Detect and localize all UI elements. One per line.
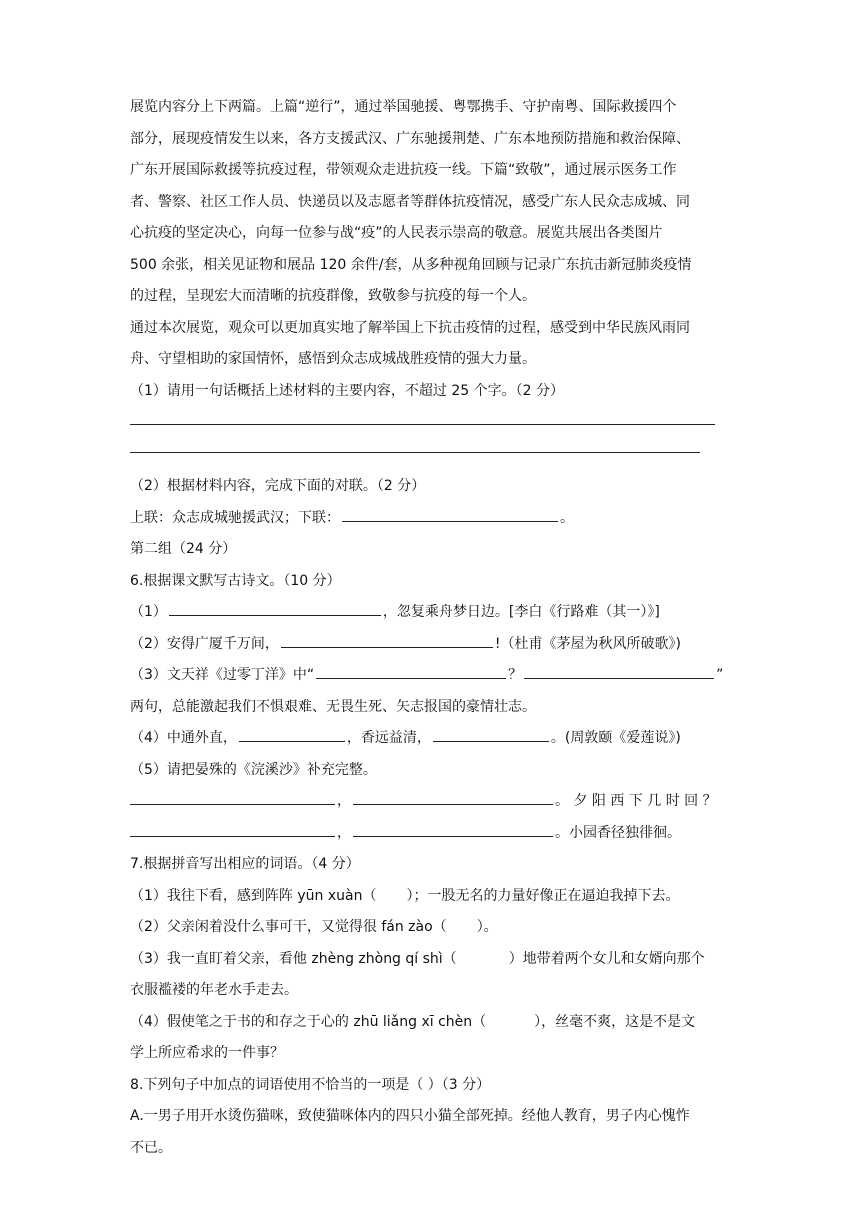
q7-sub2-prefix: （2）父亲闲着没什么事可干，又觉得很 fán zào（	[130, 919, 447, 935]
q8-option-a-cont: 不已。	[130, 1139, 172, 1156]
q6-sub5-line1	[130, 786, 728, 818]
q6-sub3-mid: ？	[508, 667, 523, 683]
material-line: 部分，展现疫情发生以来，各方支援武汉、广东驰援荆楚、广东本地预防措施和救治保障、	[130, 130, 690, 147]
q6-sub3-blank-1[interactable]	[316, 664, 506, 679]
group-heading: 第二组（24 分）	[130, 541, 237, 557]
q8-option-a: A.一男子用开水烫伤猫咪，致使猫咪体内的四只小猫全部死掉。经他人教育，男子内心愧怍	[130, 1108, 690, 1124]
q6-sub1-suffix: ，忽复乘舟梦日边。[李白《行路难（其一）》]	[382, 604, 660, 620]
q7-title: 7.根据拼音写出相应的词语。（4 分）	[130, 856, 360, 872]
q6-sub1	[130, 597, 728, 629]
q6-sub5-line2-suffix: 。小园香径独徘徊。	[555, 824, 681, 841]
material-line: 舟、守望相助的家国情怀，感悟到众志成城战胜疫情的强大力量。	[130, 351, 536, 367]
q6-sub4	[130, 723, 728, 755]
answer-line[interactable]	[130, 409, 715, 425]
q6-sub4-mid: ，香远益清，	[346, 730, 431, 746]
q7-sub2	[130, 912, 728, 944]
q6-sub5-blank-3[interactable]	[130, 822, 335, 837]
material-line: 心抗疫的坚定决心，向每一位参与战“疫”的人民表示崇高的敬意。展览共展出各类图片	[130, 225, 663, 241]
q6-sub3-suffix: ”	[716, 667, 724, 683]
answer-line[interactable]	[130, 437, 700, 453]
q5-sub1-prompt: （1）请用一句话概括上述材料的主要内容，不超过 25 个字。（2 分）	[130, 382, 564, 399]
material-line: 广东开展国际救援等抗疫过程，带领观众走进抗疫一线。下篇“致敬”，通过展示医务工作	[130, 162, 677, 178]
q6-sub2-prefix: （2）安得广厦千万间，	[130, 635, 279, 652]
material-line: 通过本次展览，观众可以更加真实地了解举国上下抗击疫情的过程，感受到中华民族风雨同	[130, 319, 690, 336]
q6-sub5: （5）请把晏殊的《浣溪沙》补充完整。	[130, 761, 377, 778]
q6-sub2-suffix: !（杜甫《茅屋为秋风所破歌》)	[494, 635, 681, 652]
q6-sub5-blank-2[interactable]	[353, 790, 553, 805]
q7-sub4-cont: 学上所应希求的一件事？	[130, 1045, 284, 1061]
q6-sub3-blank-2[interactable]	[524, 664, 714, 679]
q6-sub3-prefix: （3）文天祥《过零丁洋》中“	[130, 667, 315, 683]
q6-sub4-blank-2[interactable]	[433, 727, 549, 742]
q7-sub4-prefix: （4）假使笔之于书的和存之于心的 zhū liǎng xī chèn（	[130, 1013, 487, 1030]
q7-sub1-suffix: ）；一股无名的力量好像正在逼迫我掉下去。	[406, 887, 680, 904]
material-line: 者、警察、社区工作人员、快递员以及志愿者等群体抗疫情况，感受广东人民众志成城、同	[130, 193, 690, 210]
q6-sub5-blank-1[interactable]	[130, 790, 335, 805]
q6-sub5-comma: ，	[337, 824, 351, 841]
couplet-suffix: 。	[560, 509, 574, 526]
q6-sub3	[130, 660, 728, 692]
q6-sub1-blank[interactable]	[169, 601, 381, 616]
material-line: 展览内容分上下两篇。上篇“逆行”，通过举国驰援、粤鄂携手、守护南粤、国际救援四个	[130, 99, 677, 115]
q6-sub5-line1-suffix: 。 夕 阳 西 下 几 时 回 ？	[555, 793, 717, 809]
q7-sub3-suffix: ）地带着两个女儿和女婿向那个	[508, 950, 705, 967]
material-line: 的过程，呈现宏大而清晰的抗疫群像，致敬参与抗疫的每一个人。	[130, 288, 536, 304]
q6-sub5-line2	[130, 818, 728, 850]
q6-sub1-prefix: （1）	[130, 604, 167, 620]
q7-sub3-cont: 衣服褴褛的年老水手走去。	[130, 982, 298, 998]
q5-sub2-prompt: （2）根据材料内容，完成下面的对联。（2 分）	[130, 478, 426, 494]
couplet-blank[interactable]	[342, 507, 558, 522]
page-content	[130, 92, 728, 1164]
q6-title: 6.根据课文默写古诗文。（10 分）	[130, 572, 341, 589]
q6-sub2-blank[interactable]	[281, 633, 493, 648]
q6-sub2	[130, 629, 728, 661]
q7-sub3	[130, 944, 728, 976]
material-line: 500 余张，相关见证物和展品 120 余件/套，从多种视角回顾与记录广东抗击新冠肺炎疫情	[130, 256, 692, 273]
couplet-line	[130, 503, 728, 535]
q6-sub5-comma: ，	[337, 793, 351, 809]
q7-sub1	[130, 881, 728, 913]
q7-sub2-suffix: ）。	[476, 919, 498, 935]
q6-sub3-cont: 两句，总能激起我们不惧艰难、无畏生死、矢志报国的豪情壮志。	[130, 698, 536, 715]
q7-sub4	[130, 1007, 728, 1039]
q6-sub4-suffix: 。(周敦颐《爱莲说》)	[550, 730, 681, 746]
q6-sub4-prefix: （4）中通外直，	[130, 730, 237, 746]
couplet-prefix: 上联：众志成城驰援武汉；下联：	[130, 509, 340, 526]
q7-sub3-prefix: （3）我一直盯着父亲，看他 zhèng zhòng qí shì（	[130, 950, 457, 967]
q7-sub1-prefix: （1）我往下看，感到阵阵 yūn xuàn（	[130, 887, 377, 904]
q6-sub4-blank-1[interactable]	[239, 727, 345, 742]
q8-title: 8.下列句子中加点的词语使用不恰当的一项是（ ）（3 分）	[130, 1076, 491, 1093]
q6-sub5-blank-4[interactable]	[353, 822, 553, 837]
q7-sub4-suffix: ），丝毫不爽，这是不是文	[534, 1013, 696, 1030]
